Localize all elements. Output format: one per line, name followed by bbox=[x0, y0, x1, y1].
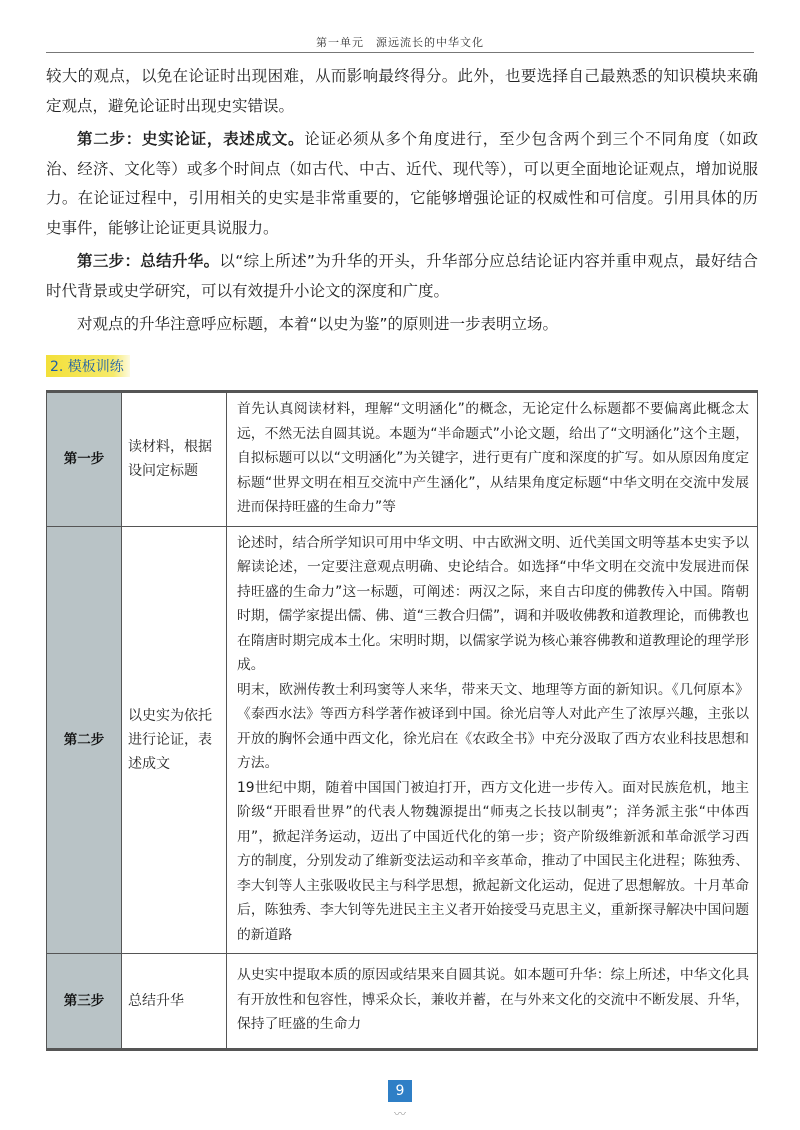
step2-heading: 第二步：史实论证，表述成文。 bbox=[77, 130, 305, 148]
table-row bbox=[47, 954, 758, 1049]
step-task: 总结升华 bbox=[122, 954, 227, 1049]
step3-text: 以“综上所述”为升华的开头，升华部分应总结论证内容并重申观点，最好结合时代背景或史学研究，可以有效提升小论文的深度和广度。 bbox=[46, 252, 758, 300]
step-content-paragraph: 19世纪中期，随着中国国门被迫打开，西方文化进一步传入。面对民族危机，地主阶级“开眼看世界”的代表人物魏源提出“师夷之长技以制夷”；洋务派主张“中体西用”，掀起洋务运动，迈出了中国近代化的第一步；资产阶级维新派和革命派学习西方的制度，分别发动了维新变法运动和辛亥革命，推动了中国民主化进程；陈独秀、李大钊等人主张吸收民主与科学思想，掀起新文化运动，促进了思想解放。十月革命后，陈独秀、李大钊等先进民主主义者开始接受马克思主义，重新探寻解决中国问题的新道路 bbox=[237, 779, 749, 943]
paragraph-step3 bbox=[46, 247, 758, 306]
running-header: 第一单元 源远流长的中华文化 bbox=[316, 36, 484, 49]
step3-heading: 第三步：总结升华。 bbox=[77, 252, 220, 270]
step-content-paragraph: 明末，欧洲传教士利玛窦等人来华，带来天文、地理等方面的新知识。《几何原本》《泰西水法》等西方科学著作被译到中国。徐光启等人对此产生了浓厚兴趣，主张以开放的胸怀会通中西文化，徐光启在《农政全书》中充分汲取了西方农业科技思想和方法。 bbox=[237, 681, 749, 771]
step-content-paragraph: 论述时，结合所学知识可用中华文明、中古欧洲文明、近代美国文明等基本史实予以解读论述，一定要注意观点明确、史论结合。如选择“中华文明在交流中发展进而保持旺盛的生命力”这一标题，可阐述：两汉之际，来自古印度的佛教传入中国。隋朝时期，儒学家提出儒、佛、道“三教合归儒”，调和并吸收佛教和道教理论，而佛教也在隋唐时期完成本土化。宋明时期，以儒家学说为核心兼容佛教和道教理论的理学形成。 bbox=[237, 534, 749, 673]
paragraph-step2 bbox=[46, 125, 758, 243]
body-text bbox=[46, 62, 758, 340]
header-divider bbox=[46, 52, 754, 53]
step-label: 第二步 bbox=[47, 526, 122, 954]
paragraph-4: 对观点的升华注意呼应标题，本着“以史为鉴”的原则进一步表明立场。 bbox=[77, 315, 559, 333]
step-content: 从史实中提取本质的原因或结果来自圆其说。如本题可升华：综上所述，中华文化具有开放性和包容性，博采众长，兼收并蓄，在与外来文化的交流中不断发展、升华，保持了旺盛的生命力 bbox=[227, 954, 758, 1049]
section-label: 2. 模板训练 bbox=[46, 355, 130, 377]
paragraph-1: 较大的观点，以免在论证时出现困难，从而影响最终得分。此外，也要选择自己最熟悉的知识模块来确定观点，避免论证时出现史实错误。 bbox=[46, 67, 758, 115]
step-content bbox=[227, 526, 758, 954]
step-label: 第一步 bbox=[47, 393, 122, 527]
step-task: 读材料，根据设问定标题 bbox=[122, 393, 227, 527]
bird-icon: 〰 bbox=[394, 1107, 407, 1121]
step2-text: 论证必须从多个角度进行，至少包含两个到三个不同角度（如政治、经济、文化等）或多个时间点（如古代、中古、近代、现代等），可以更全面地论证观点，增加说服力。在论证过程中，引用相关的史实是非常重要的，它能够增强论证的权威性和可信度。引用具体的历史事件，能够让论证更具说服力。 bbox=[46, 130, 758, 237]
step-label: 第三步 bbox=[47, 954, 122, 1049]
table-row bbox=[47, 526, 758, 954]
step-task: 以史实为依托进行论证，表述成文 bbox=[122, 526, 227, 954]
table-row bbox=[47, 393, 758, 527]
page-number: 9 bbox=[388, 1080, 412, 1102]
template-table bbox=[46, 390, 758, 1051]
step-content: 首先认真阅读材料，理解“文明涵化”的概念，无论定什么标题都不要偏离此概念太远，不然无法自圆其说。本题为“半命题式”小论文题，给出了“文明涵化”这个主题，自拟标题可以以“文明涵化”为关键字，进行更有广度和深度的扩写。如从原因角度定标题“世界文明在相互交流中产生涵化”，从结果角度定标题“中华文明在交流中发展进而保持旺盛的生命力”等 bbox=[227, 393, 758, 527]
